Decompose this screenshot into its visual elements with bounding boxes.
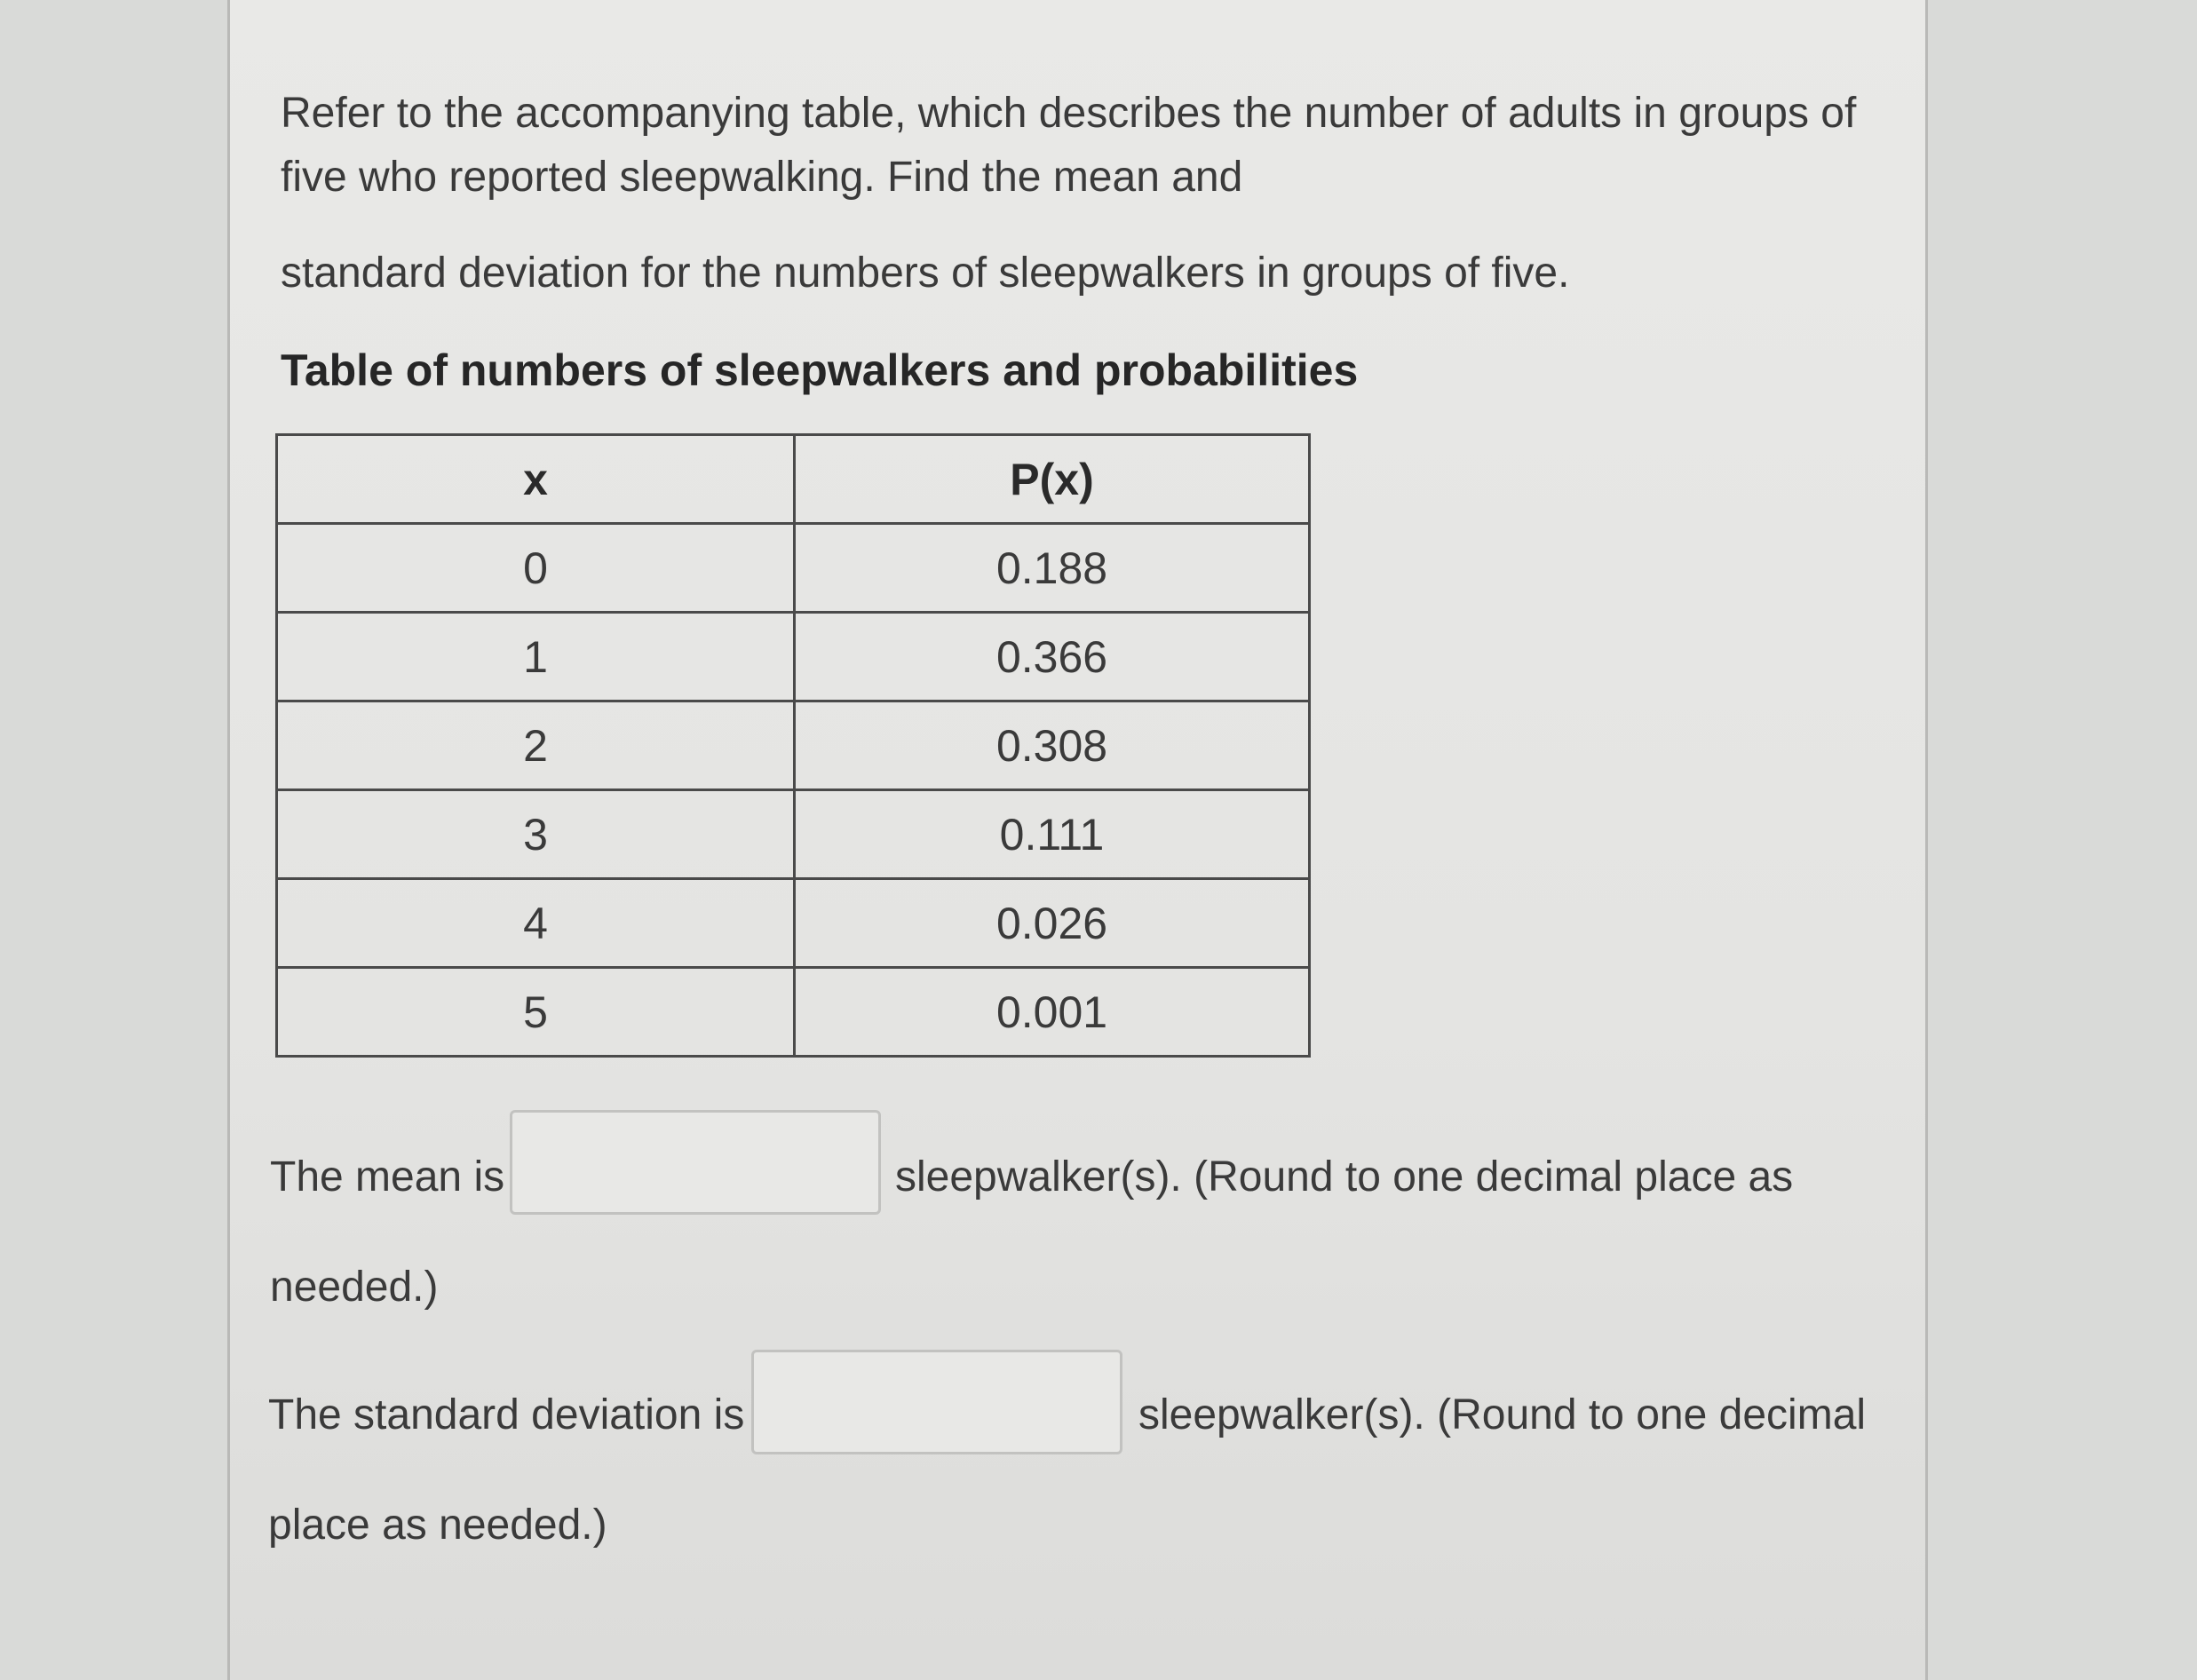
question-text-line-2: five who reported sleepwalking. Find the mean and [281, 154, 1243, 201]
std-dev-input[interactable] [751, 1350, 1122, 1454]
x-cell: 1 [277, 613, 795, 701]
std-dev-instructions: sleepwalker(s). (Round to one decimal [1138, 1391, 1867, 1438]
table-row [277, 968, 1310, 1057]
table-row [277, 524, 1310, 613]
x-cell: 5 [277, 968, 795, 1057]
probability-cell: 0.026 [795, 879, 1310, 968]
probability-table [275, 433, 1311, 1058]
mean-instructions-continued: needed.) [270, 1264, 439, 1311]
mean-instructions: sleepwalker(s). (Round to one decimal place as [895, 1153, 1794, 1201]
column-header-x: x [277, 435, 795, 524]
table-header-row [277, 435, 1310, 524]
std-dev-label: The standard deviation is [268, 1391, 745, 1438]
x-cell: 4 [277, 879, 795, 968]
x-cell: 0 [277, 524, 795, 613]
mean-input[interactable] [510, 1110, 881, 1215]
table-row [277, 701, 1310, 790]
table-caption: Table of numbers of sleepwalkers and probabilities [281, 345, 1359, 395]
probability-cell: 0.111 [795, 790, 1310, 879]
probability-cell: 0.308 [795, 701, 1310, 790]
probability-cell: 0.366 [795, 613, 1310, 701]
probability-cell: 0.188 [795, 524, 1310, 613]
std-dev-instructions-continued: place as needed.) [268, 1502, 607, 1549]
column-header-px: P(x) [795, 435, 1310, 524]
question-text-line-3: standard deviation for the numbers of sleepwalkers in groups of five. [281, 250, 1570, 297]
mean-label: The mean is [270, 1153, 505, 1201]
x-cell: 2 [277, 701, 795, 790]
table-row [277, 613, 1310, 701]
probability-cell: 0.001 [795, 968, 1310, 1057]
question-text-line-1: Refer to the accompanying table, which describes the number of adults in groups of [281, 90, 1857, 137]
x-cell: 3 [277, 790, 795, 879]
table-row [277, 790, 1310, 879]
table-row [277, 879, 1310, 968]
